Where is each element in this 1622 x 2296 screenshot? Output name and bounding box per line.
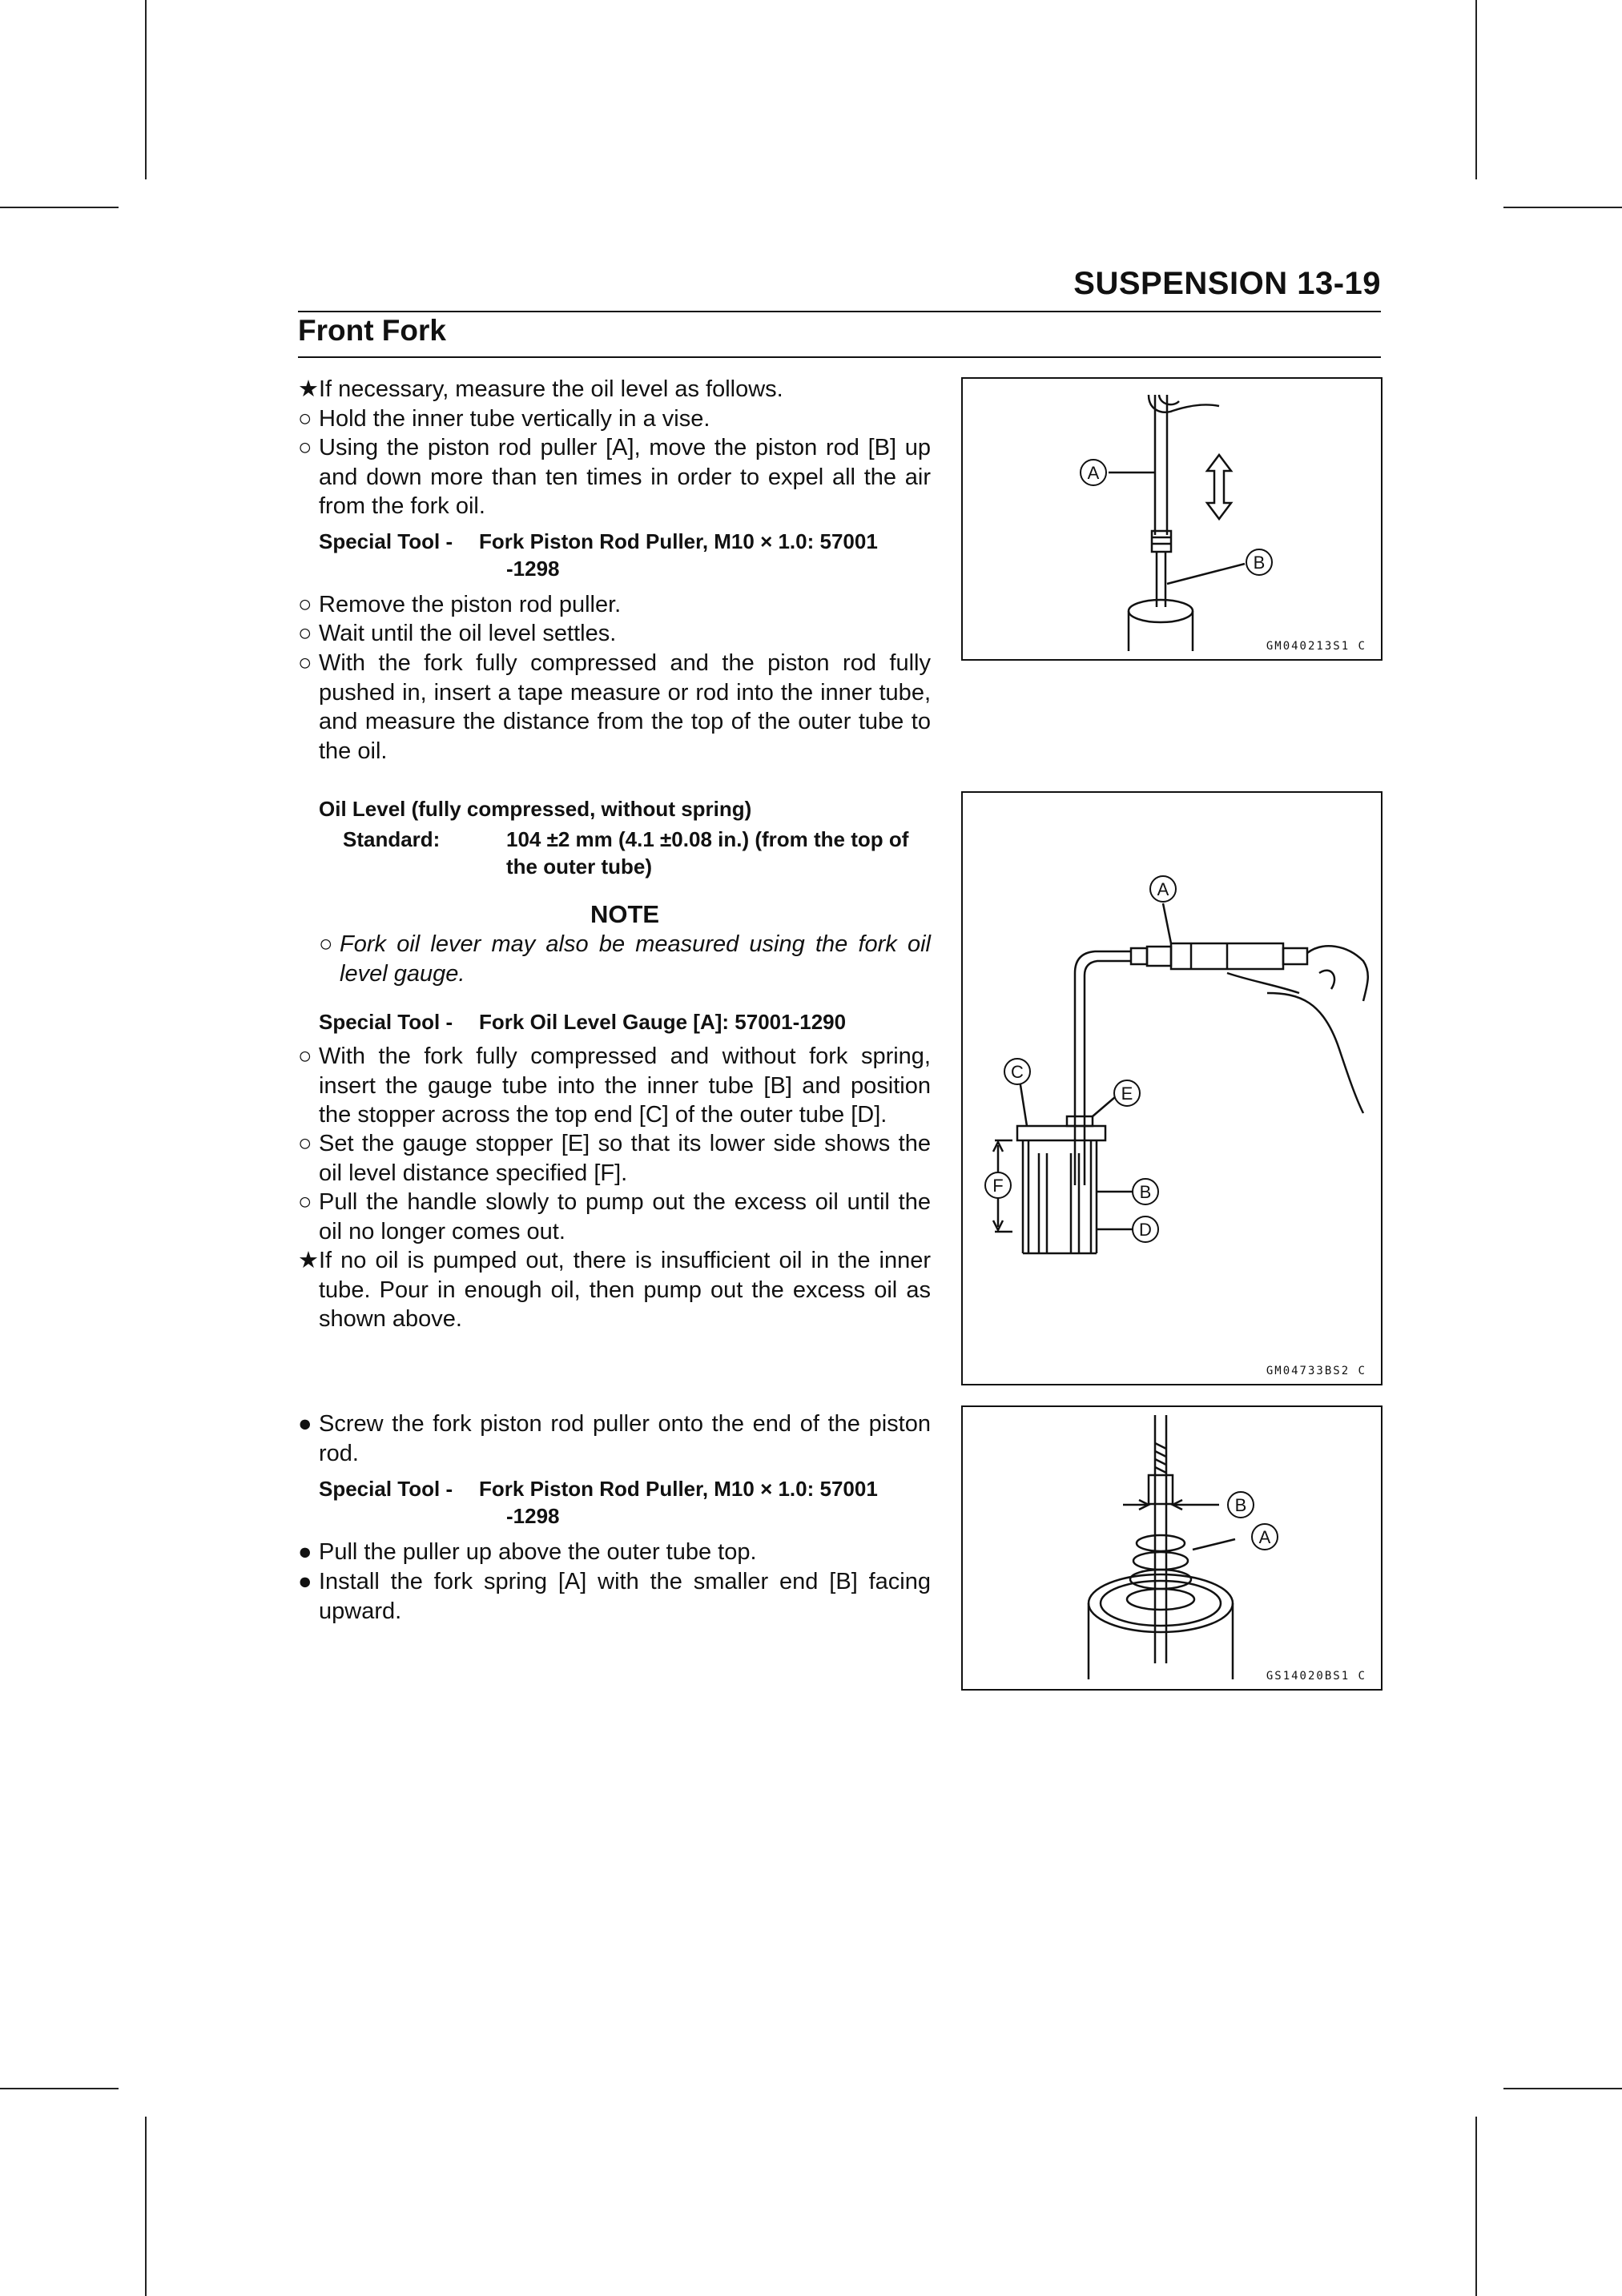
special-tool-number: -1298: [506, 1504, 560, 1528]
spec-title: Oil Level (fully compressed, without spring): [319, 797, 752, 821]
special-tool: [319, 1008, 931, 1035]
step-text: Pull the puller up above the outer tube top.: [319, 1539, 757, 1565]
special-tool-number: -1298: [506, 557, 560, 581]
title-rule: [298, 356, 1381, 358]
spec-value: 104 ±2 mm (4.1 ±0.08 in.) (from the top of the outer tube): [506, 827, 909, 879]
fork-spring-illustration: [963, 1407, 1381, 1689]
special-tool-label: Special Tool -: [319, 1010, 453, 1034]
crop-mark: [1475, 2117, 1477, 2296]
spec-row: [343, 826, 931, 880]
star-bullet-icon: ★: [298, 376, 319, 402]
crop-mark: [1503, 207, 1622, 208]
special-tool: [319, 528, 931, 582]
step-item: [298, 1538, 931, 1567]
dot-bullet-icon: ●: [298, 1539, 312, 1565]
step-text: With the fork fully compressed and without fork spring, insert the gauge tube into the inner tube [B] and position the stopper across the top end [C] of the outer tube [D].: [319, 1043, 931, 1128]
step-item: [298, 619, 931, 649]
callout-label: B: [1139, 1182, 1152, 1202]
step-text: Screw the fork piston rod puller onto the end of the piston rod.: [319, 1411, 931, 1466]
callout-label: B: [1253, 553, 1266, 573]
circle-bullet-icon: ○: [298, 592, 312, 617]
step-item: [298, 404, 931, 434]
figure-code: GS14020BS1 C: [1266, 1670, 1366, 1683]
circle-bullet-icon: ○: [298, 1131, 312, 1156]
dot-bullet-icon: ●: [298, 1411, 312, 1437]
callout-label: A: [1157, 879, 1169, 899]
crop-mark: [1503, 2088, 1622, 2089]
step-text: Using the piston rod puller [A], move the piston rod [B] up and down more than ten times in order to expel all the air from the fork oil.: [319, 435, 931, 519]
figure-code: GM040213S1 C: [1266, 640, 1366, 653]
figure-code: GM04733BS2 C: [1266, 1365, 1366, 1377]
crop-mark: [145, 2117, 147, 2296]
step-item: [298, 1246, 931, 1334]
special-tool-label: Special Tool -: [319, 1477, 453, 1501]
step-text: Hold the inner tube vertically in a vise.: [319, 406, 710, 432]
callout-label: C: [1011, 1062, 1024, 1082]
header-rule: [298, 311, 1381, 312]
step-item: [298, 375, 931, 404]
step-item: [298, 649, 931, 766]
crop-mark: [0, 2088, 119, 2089]
note-text: Fork oil lever may also be measured using the fork oil level gauge.: [340, 931, 931, 987]
step-item: [298, 1567, 931, 1626]
spec-key: Standard:: [343, 827, 441, 851]
step-text: Set the gauge stopper [E] so that its lower side shows the oil level distance specified [F].: [319, 1131, 931, 1186]
circle-bullet-icon: ○: [298, 1043, 312, 1069]
figure-oil-level-gauge: [961, 791, 1383, 1385]
step-item: [298, 1409, 931, 1468]
special-tool-desc: Fork Oil Level Gauge [A]: 57001-1290: [479, 1010, 847, 1034]
step-text: Pull the handle slowly to pump out the excess oil until the oil no longer comes out.: [319, 1189, 931, 1245]
circle-bullet-icon: ○: [298, 406, 312, 432]
dot-bullet-icon: ●: [298, 1569, 312, 1594]
piston-rod-puller-illustration: [963, 379, 1381, 659]
step-text: With the fork fully compressed and the piston rod fully pushed in, insert a tape measure or rod into the inner tube, and measure the distance from the top of the outer tube to the oil.: [319, 650, 931, 764]
chapter-page-number: SUSPENSION 13-19: [1073, 266, 1381, 301]
note-heading: NOTE: [590, 900, 660, 928]
callout-label: D: [1139, 1220, 1152, 1240]
special-tool-desc: Fork Piston Rod Puller, M10 × 1.0: 57001: [479, 529, 878, 553]
circle-bullet-icon: ○: [298, 621, 312, 646]
section-title: Front Fork: [298, 314, 446, 347]
oil-level-gauge-illustration: [963, 793, 1381, 1384]
callout-label: B: [1234, 1495, 1247, 1515]
step-item: [298, 1129, 931, 1188]
step-item: [298, 590, 931, 620]
circle-bullet-icon: ○: [298, 435, 312, 460]
figure-piston-rod-puller: [961, 377, 1383, 661]
step-item: [298, 1188, 931, 1246]
crop-mark: [145, 0, 147, 179]
step-text: Install the fork spring [A] with the smaller end [B] facing upward.: [319, 1569, 931, 1624]
step-text: Remove the piston rod puller.: [319, 592, 622, 617]
special-tool-desc: Fork Piston Rod Puller, M10 × 1.0: 57001: [479, 1477, 878, 1501]
callout-label: E: [1121, 1084, 1133, 1104]
step-item: [298, 1042, 931, 1130]
callout-label: F: [992, 1176, 1004, 1196]
circle-bullet-icon: ○: [298, 1189, 312, 1215]
special-tool-label: Special Tool -: [319, 529, 453, 553]
crop-mark: [1475, 0, 1477, 179]
note-body: [319, 930, 931, 988]
step-item: [298, 433, 931, 521]
callout-label: A: [1087, 463, 1100, 483]
special-tool: [319, 1475, 931, 1530]
crop-mark: [0, 207, 119, 208]
circle-bullet-icon: ○: [319, 931, 333, 957]
step-text: Wait until the oil level settles.: [319, 621, 617, 646]
step-text: If necessary, measure the oil level as follows.: [319, 376, 783, 402]
star-bullet-icon: ★: [298, 1248, 319, 1273]
step-text: If no oil is pumped out, there is insufficient oil in the inner tube. Pour in enough oil, then pump out the excess oil as shown above.: [319, 1248, 931, 1332]
circle-bullet-icon: ○: [298, 650, 312, 676]
callout-label: A: [1258, 1527, 1271, 1547]
figure-fork-spring: [961, 1405, 1383, 1691]
